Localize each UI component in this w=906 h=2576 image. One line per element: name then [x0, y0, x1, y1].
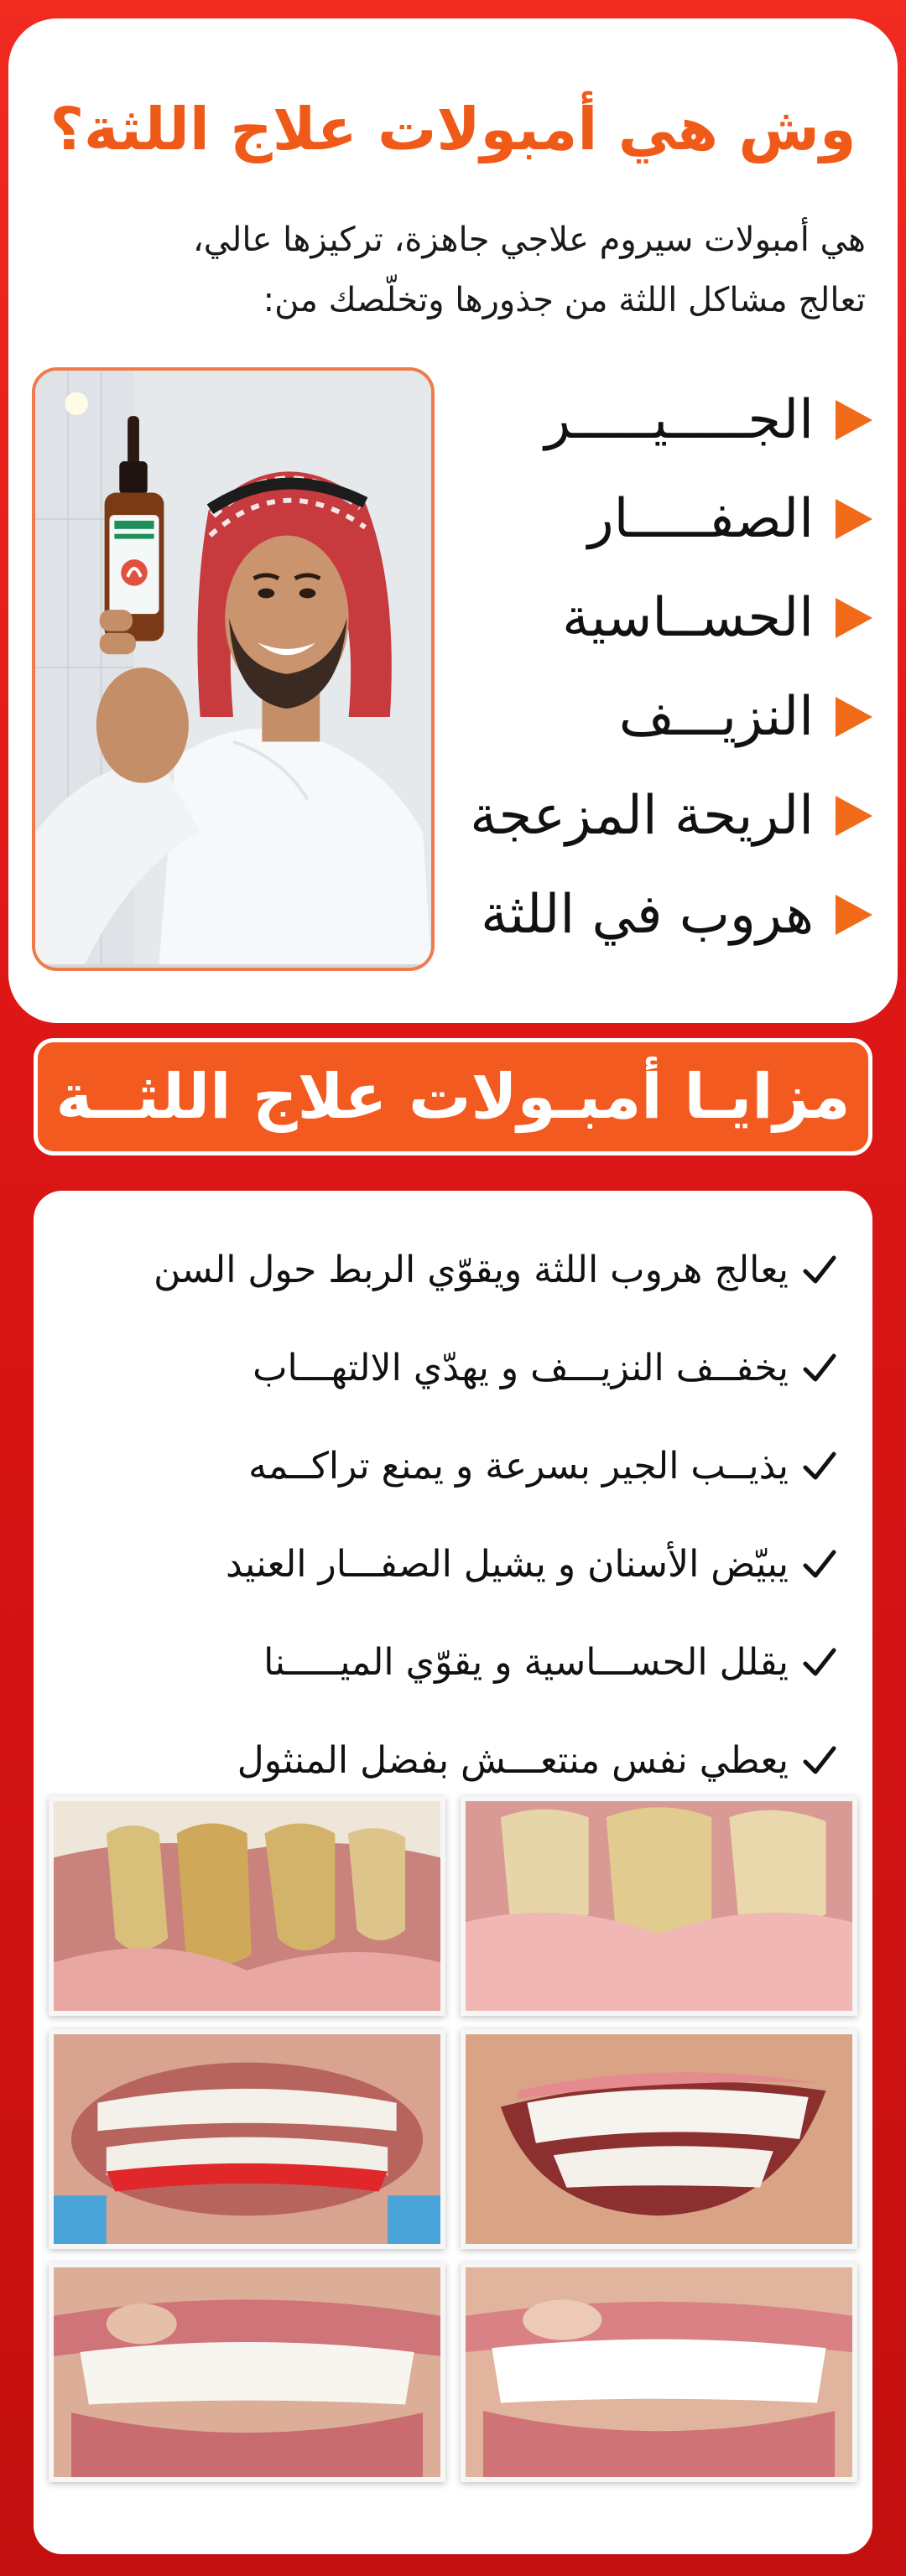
man-with-bottle-illustration [35, 371, 431, 964]
benefit-item [65, 1417, 837, 1515]
gallery-photo [461, 1796, 857, 2016]
gallery-photo [461, 2029, 857, 2249]
benefits-card [34, 1191, 872, 2554]
problem-label: الحســاسية [562, 587, 814, 649]
problem-label: هروب في اللثة [481, 884, 814, 946]
gallery-photo [49, 2029, 445, 2249]
gallery-photo [49, 2262, 445, 2482]
problem-item [436, 667, 872, 766]
problem-item [436, 371, 872, 470]
checkmark-icon [802, 1253, 837, 1288]
gum-recession-before-image [54, 1801, 440, 2011]
problem-item [436, 470, 872, 569]
triangle-bullet-icon [836, 400, 872, 440]
checkmark-icon [802, 1449, 837, 1484]
intro-title: وش هي أمبولات علاج اللثة؟ [49, 95, 857, 164]
triangle-bullet-icon [836, 697, 872, 737]
gum-recession-after-image [466, 1801, 852, 2011]
benefits-list [65, 1221, 837, 1810]
benefit-item [65, 1319, 837, 1417]
benefits-banner: مزايـا أمبـولات علاج اللثــة [34, 1038, 872, 1156]
benefit-label: يقلل الحســـاسية و يقوّي الميـــــنا [263, 1641, 789, 1684]
problems-list [436, 371, 872, 964]
checkmark-icon [802, 1351, 837, 1386]
benefit-label: يعالج هروب اللثة ويقوّي الربط حول السن [154, 1249, 789, 1291]
problem-item [436, 569, 872, 667]
problem-item [436, 865, 872, 964]
gallery-photo [461, 2262, 857, 2482]
problem-label: الصفـــــار [587, 488, 814, 550]
whitening-before-image [54, 2267, 440, 2477]
benefit-item [65, 1221, 837, 1319]
benefit-label: يخفــف النزيـــف و يهدّي الالتهـــاب [253, 1347, 789, 1389]
before-after-gallery [49, 1796, 857, 2482]
triangle-bullet-icon [836, 499, 872, 539]
intro-text [27, 210, 866, 330]
benefit-item [65, 1515, 837, 1613]
checkmark-icon [802, 1645, 837, 1680]
bleeding-gums-before-image [54, 2034, 440, 2244]
benefit-label: يبيّض الأسنان و يشيل الصفـــار العنيد [225, 1543, 789, 1586]
intro-line-1: هي أمبولات سيروم علاجي جاهزة، تركيزها عالي، [192, 221, 866, 259]
product-photo [32, 367, 435, 971]
gallery-photo [49, 1796, 445, 2016]
checkmark-icon [802, 1743, 837, 1779]
triangle-bullet-icon [836, 598, 872, 638]
benefit-label: يذيــب الجير بسرعة و يمنع تراكــمه [248, 1445, 789, 1488]
triangle-bullet-icon [836, 895, 872, 935]
triangle-bullet-icon [836, 796, 872, 836]
problem-item [436, 766, 872, 865]
benefit-item [65, 1711, 837, 1810]
checkmark-icon [802, 1547, 837, 1582]
problem-label: الريحة المزعجة [470, 785, 814, 847]
problem-label: الجـــــيـــــر [544, 389, 814, 451]
intro-card [8, 18, 898, 1023]
benefit-label: يعطي نفس منتعـــش بفضل المنثول [237, 1739, 789, 1782]
whitening-after-image [466, 2267, 852, 2477]
problem-label: النزيـــف [618, 686, 814, 748]
healthy-smile-after-image [466, 2034, 852, 2244]
benefit-item [65, 1613, 837, 1711]
intro-line-2: تعالج مشاكل اللثة من جذورها وتخلّصك من: [263, 281, 866, 319]
